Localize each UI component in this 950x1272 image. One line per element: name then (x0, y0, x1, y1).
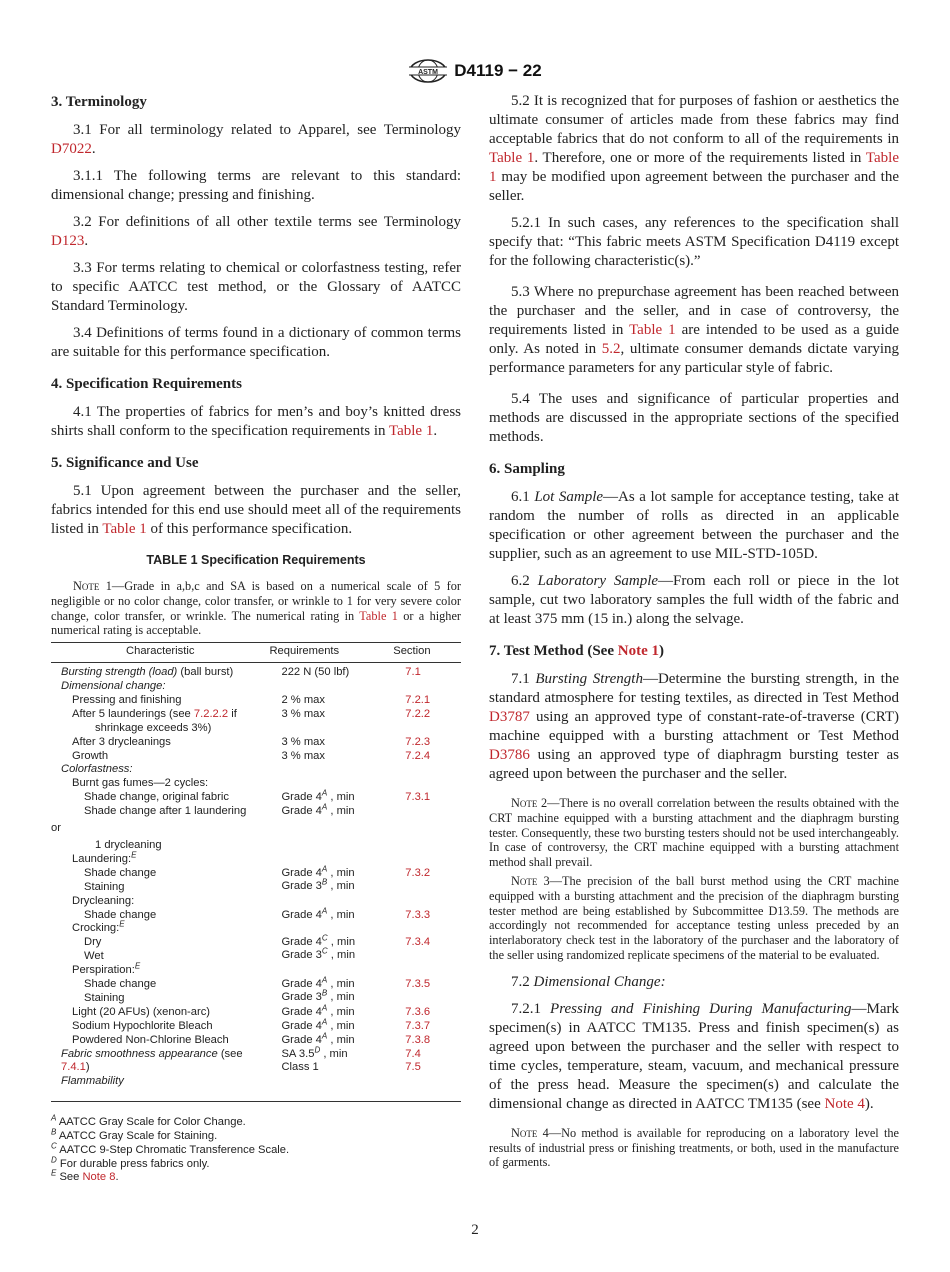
para-7-1: 7.1 Bursting Strength—Determine the bursting strength, in the standard atmosphere for testing textiles, as directed in Test Method D3787 using an approved type of constant-rate-of-traverse (CRT) machine equipped with a bursting attachment or Test Method D3786 using an approved type of diaphragm bursting tester as agreed upon between the purchaser and the seller. (489, 671, 899, 782)
section-link[interactable]: 7.3.2 (405, 866, 431, 879)
table-row: Shade change after 1 laundering Grade $4^A$ , min (84, 802, 355, 818)
section-3-title: 3. Terminology (51, 94, 147, 110)
section-6-title: 6. Sampling (489, 461, 565, 477)
table-row: Shade change Grade $4^A$ , min 7.3.3 (51, 909, 461, 923)
table-row: Shade change Grade $4^A$ , min 7.3.5 (51, 978, 461, 992)
para-5-2: 5.2 It is recognized that for purposes of fashion or aesthetics the ultimate consumer of articles made from these fabrics may find acceptable fabrics that do not conform to all of the requirements in Table 1. Therefore, one or more of the requirements listed in Table 1 may be modified upon agreement between the purchaser and the seller. (489, 93, 899, 204)
section-link[interactable]: 7.3.8 (405, 1033, 431, 1046)
section-link[interactable]: 7.3.7 (405, 1019, 431, 1032)
link-7-4-1[interactable]: 7.4.1 (61, 1061, 86, 1074)
section-7-title: 7. Test Method (See Note 1) (489, 643, 664, 659)
table-row: Growth 3 % max 7.2.4 (51, 750, 461, 764)
table-row: Shade change Grade $4^A$ , min 7.3.2 (51, 867, 461, 881)
spec-table (51, 642, 461, 1102)
page-header (0, 58, 950, 84)
table-row: Shade change, original fabric Grade $4^A$ , min 7.3.1 (51, 791, 461, 805)
table-row: Fabric smoothness appearance (see 7.4.1) SA $3.5^D$ , min Class 1 7.4 7.5 (61, 1044, 421, 1074)
para-6-1: 6.1 Lot Sample—As a lot sample for acceptance testing, take at random the number of rolls as directed in an applicable specification or other agreement between the purchaser and the supplier, such as an agreement to use MIL-STD-105D. (489, 489, 900, 562)
table-row: shrinkage exceeds 3%) (95, 721, 212, 734)
table-row: Sodium Hypochlorite Bleach Grade $4^A$ , min 7.3.7 (51, 1020, 461, 1034)
table-row: Staining Grade $3^B$ , min (84, 988, 355, 1004)
footnote-d: $^D$ For durable press fabrics only. (51, 1154, 210, 1170)
left-column (51, 92, 461, 1185)
link-note-1[interactable]: Note 1 (617, 643, 659, 659)
section-link[interactable]: 7.1 (405, 666, 421, 679)
table-row: After 5 launderings (see 7.2.2.2 if 3 % max 7.2.2 (51, 708, 461, 722)
section-link[interactable]: 7.2.3 (405, 735, 431, 748)
section-5-title: 5. Significance and Use (51, 455, 199, 471)
link-table-1[interactable]: Table 1 (489, 150, 899, 185)
para-5-1: 5.1 Upon agreement between the purchaser and the seller, fabrics intended for this end use should meet all of the requirements listed in Table 1 of this performance specification. (51, 483, 461, 537)
para-4-1: 4.1 The properties of fabrics for men’s and boy’s knitted dress shirts shall conform to the specification requirements in Table 1. (51, 404, 461, 439)
section-link[interactable]: 7.5 (405, 1061, 421, 1074)
table-note-1: Note 1—Grade in a,b,c and SA is based on a numerical scale of 5 for negligible or no color change, color transfer, or wrinkle to 1 for very severe color change, color transfer, or wrinkle. The numerical rating in Table 1 or a higher numerical rating is acceptable. (51, 579, 462, 638)
link-7-2-2-2[interactable]: 7.2.2.2 (193, 707, 229, 720)
table-row: Light (20 AFUs) (xenon-arc) Grade $4^A$ , min 7.3.6 (51, 1006, 461, 1020)
link-note-8[interactable]: Note 8 (82, 1171, 116, 1184)
table-caption: TABLE 1 Specification Requirements (146, 553, 366, 567)
logo-text: ASTM (418, 68, 439, 76)
table-row: Burnt gas fumes—2 cycles: (72, 777, 209, 790)
page-number: 2 (471, 1222, 479, 1238)
link-table-1[interactable]: Table 1 (489, 150, 535, 166)
section-link[interactable]: 7.2.2 (405, 707, 431, 720)
col-header: Requirements (269, 643, 393, 663)
para-5-3: 5.3 Where no prepurchase agreement has been reached between the purchaser and the seller, and in case of controversy, the requirements listed in Table 1 are intended to be used as a guide only. As noted in 5.2, ultimate consumer demands dictate varying performance parameters for any particular style of fabric. (489, 284, 899, 376)
section-link[interactable]: 7.4 (405, 1047, 421, 1060)
table-row: or (51, 822, 61, 835)
table-row: Laundering:$^E$ (72, 850, 137, 865)
col-header: Section (393, 643, 461, 663)
section-link[interactable]: 7.3.6 (405, 1005, 431, 1018)
table-row: Pressing and finishing 2 % max 7.2.1 (51, 694, 461, 708)
para-6-2: 6.2 Laboratory Sample—From each roll or piece in the lot sample, cut two laboratory samples the full width of the fabric and at least 375 mm (15 in.) along the selvage. (489, 573, 900, 627)
footnote-a: $^A$ AATCC Gray Scale for Color Change. (51, 1113, 246, 1129)
para-3-1-1: 3.1.1 The following terms are relevant to this standard: dimensional change; pressing and finishing. (51, 168, 461, 203)
link-d3786[interactable]: D3786 (489, 747, 530, 763)
table-row: Bursting strength (load) (ball burst) 222 N (50 lbf) 7.1 (51, 663, 461, 680)
para-5-4: 5.4 The uses and significance of particular properties and methods are discussed in the appropriate sections of the specified methods. (489, 391, 899, 445)
para-7-2: 7.2 Dimensional Change: (511, 973, 666, 990)
right-column (489, 92, 899, 1174)
table-row: Staining Grade $3^B$ , min (84, 876, 355, 893)
table-row: Dry Grade $4^C$ , min 7.3.4 (51, 936, 461, 950)
astm-logo-icon (408, 58, 448, 84)
table-row: Flammability (51, 1075, 461, 1101)
table-row: Wet Grade $3^C$ , min (84, 946, 356, 963)
table-row: Dimensional change: (61, 680, 166, 692)
link-5-2[interactable]: 5.2 (601, 341, 621, 357)
section-link[interactable]: 7.2.1 (405, 693, 431, 706)
section-link[interactable]: 7.3.4 (405, 936, 431, 949)
para-3-2: 3.2 For definitions of all other textile terms see Terminology D123. (51, 214, 461, 249)
link-table-1[interactable]: Table 1 (359, 608, 398, 623)
section-link[interactable]: 7.3.1 (405, 791, 431, 804)
table-row: Colorfastness: (61, 763, 133, 776)
section-link[interactable]: 7.3.5 (405, 978, 431, 991)
footnote-e: $^E$ See Note 8. (51, 1168, 119, 1184)
link-table-1[interactable]: Table 1 (102, 521, 147, 537)
section-link[interactable]: 7.3.3 (405, 908, 431, 921)
section-link[interactable]: 7.2.4 (405, 749, 431, 762)
section-4-title: 4. Specification Requirements (51, 376, 242, 392)
table-footnotes (51, 1113, 461, 1185)
link-table-1[interactable]: Table 1 (629, 322, 676, 338)
table-row: Crocking:$^E$ (72, 919, 125, 935)
link-d123[interactable]: D123 (51, 233, 85, 249)
table-row: 1 drycleaning (95, 838, 162, 851)
footnote-b: $^B$ AATCC Gray Scale for Staining. (51, 1127, 218, 1143)
table-header-row (51, 643, 461, 663)
para-3-1: 3.1 For all terminology related to Apparel, see Terminology D7022. (51, 122, 461, 157)
para-7-2-1: 7.2.1 Pressing and Finishing During Manufacturing—Mark specimen(s) in AATCC TM135. Press and finish specimen(s) as agreed upon between the purchaser and the seller with respect to time cycles, temperature, steam, vacuum, and mechanical pressure of the press head. Measure the specimen(s) and calculate the dimensional change as directed in AATCC TM135 (see Note 4). (489, 1000, 899, 1112)
link-table-1[interactable]: Table 1 (388, 423, 434, 439)
footnote-c: $^C$ AATCC 9-Step Chromatic Transference Scale. (51, 1141, 290, 1156)
table-row: After 3 drycleanings 3 % max 7.2.3 (51, 736, 461, 750)
para-5-2-1: 5.2.1 In such cases, any references to the specification shall specify that: “This fabric meets ASTM Specification D4119 except for the following characteristic(s).” (489, 215, 899, 269)
table-row: Drycleaning: (72, 894, 135, 907)
note-4: Note 4—No method is available for reproducing on a laboratory level the results of industrial press or finishing treatments, or both, used in the manufacture of garments. (489, 1125, 899, 1170)
para-3-3: 3.3 For terms relating to chemical or colorfastness testing, refer to specific AATCC test method, or the Glossary of AATCC Standard Terminology. (51, 260, 461, 314)
link-d7022[interactable]: D7022 (51, 141, 92, 157)
para-3-4: 3.4 Definitions of terms found in a dictionary of common terms are suitable for this performance specification. (51, 325, 461, 360)
link-note-4[interactable]: Note 4 (824, 1095, 865, 1112)
table-row: Powdered Non-Chlorine Bleach Grade $4^A$ , min 7.3.8 (51, 1034, 461, 1048)
document-id: D4119 − 22 (454, 61, 542, 80)
link-d3787[interactable]: D3787 (489, 709, 530, 725)
note-3: Note 3—The precision of the ball burst method using the CRT machine equipped with a bursting attachment and the precision of the diaphragm bursting tester method are being established by Subcommittee D13.59. The methods are accordingly not recommended for acceptance testing unless preceded by an interlaboratory check test in the laboratory of the purchaser and the laboratory of the seller using randomized replicate specimens of the material to be evaluated. (489, 873, 899, 962)
note-2: Note 2—There is no overall correlation between the results obtained with the CRT machine equipped with a bursting attachment and the diaphragm bursting tester. Consequently, these two bursting testers should not be used interchangeably. In case of controversy, the CRT machine equipped with a bursting attachment method shall prevail. (489, 796, 899, 870)
col-header: Characteristic (51, 643, 269, 663)
table-row: Perspiration:$^E$ (72, 961, 141, 977)
